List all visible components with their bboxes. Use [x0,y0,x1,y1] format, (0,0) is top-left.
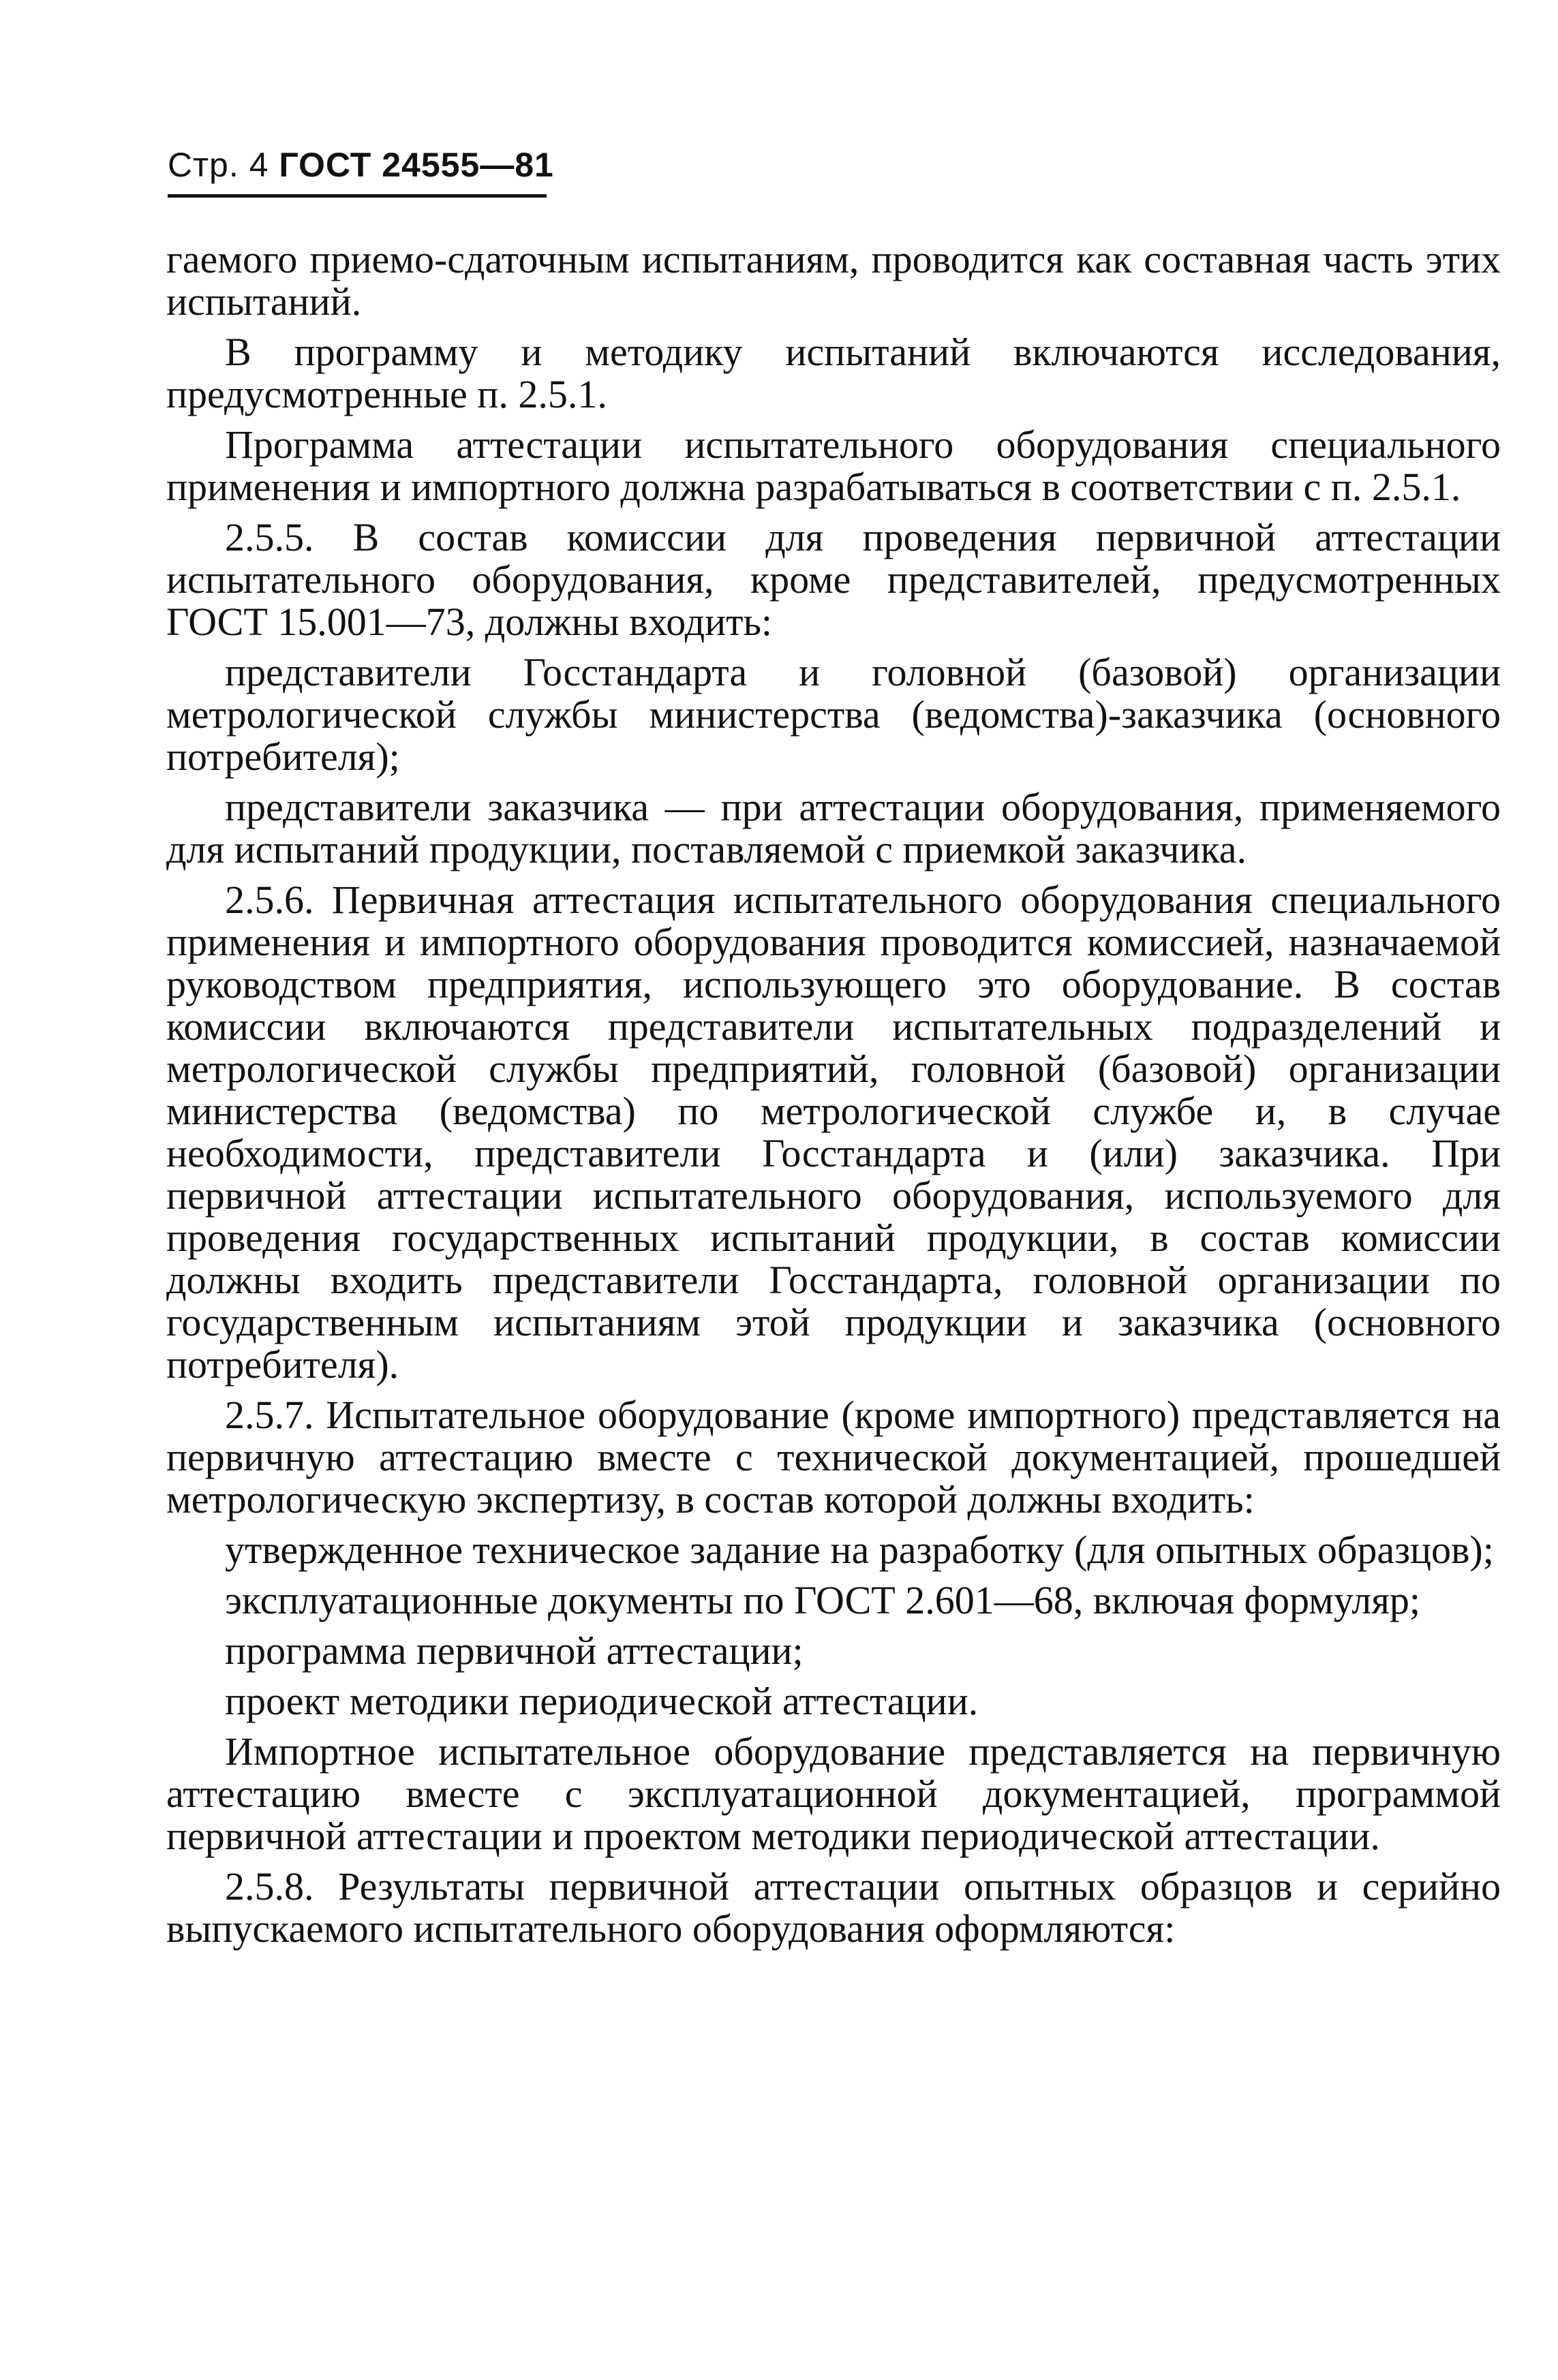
list-item: утвержденное техническое задание на разработку (для опытных образцов); [225,1528,1494,1572]
document-number: ГОСТ 24555—81 [279,146,554,184]
list-item: проект методики периодической аттестации. [225,1679,979,1723]
paragraph-2-5-7: 2.5.7. Испытательное оборудование (кроме импортного) представляется на первичную аттестацию вместе с технической документацией, прошедшей метрологическую экспертизу, в состав которой должны входить: [166,1393,1501,1521]
paragraph: В программу и методику испытаний включаются исследования, предусмотренные п. 2.5.1. [166,330,1501,416]
paragraph: гаемого приемо-сдаточным испытаниям, проводится как составная часть этих испытаний. [166,237,1501,324]
header-rule [168,194,547,198]
paragraph: Программа аттестации испытательного оборудования специального применения и импортного должна разрабатываться в соответствии с п. 2.5.1. [166,422,1501,509]
paragraph-2-5-8: 2.5.8. Результаты первичной аттестации опытных образцов и серийно выпускаемого испытательного оборудования оформляются: [166,1864,1501,1951]
list-item: программа первичной аттестации; [225,1628,804,1673]
paragraph-2-5-6: 2.5.6. Первичная аттестация испытательного оборудования специального применения и импортного оборудования проводится комиссией, назначаемой руководством предприятия, использующего это оборудование. В состав комиссии включаются представители испытательных подразделений и метрологической службы предприятий, головной (базовой) организации министерства (ведомства) по метрологической службе и, в случае необходимости, представители Госстандарта и (или) заказчика. При первичной аттестации испытательного оборудования, используемого для проведения государственных испытаний продукции, в состав комиссии должны входить представители Госстандарта, головной организации по государственным испытаниям этой продукции и заказчика (основного потребителя). [166,878,1501,1387]
list-item: представители Госстандарта и головной (базовой) организации метрологической службы министерства (ведомства)-заказчика (основного потребителя); [166,650,1501,779]
list-item: эксплуатационные документы по ГОСТ 2.601—68, включая формуляр; [225,1578,1421,1622]
page-label: Стр. 4 [168,146,269,184]
list-item: представители заказчика — при аттестации оборудования, применяемого для испытаний продукции, поставляемой с приемкой заказчика. [166,785,1501,871]
paragraph: Импортное испытательное оборудование представляется на первичную аттестацию вместе с эксплуатационной документацией, программой первичной аттестации и проектом методики периодической аттестации. [166,1729,1501,1858]
document-body [166,238,1501,1958]
paragraph-2-5-5: 2.5.5. В состав комиссии для проведения первичной аттестации испытательного оборудования, кроме представителей, предусмотренных ГОСТ 15.001—73, должны входить: [166,515,1501,644]
page-header [168,144,554,185]
